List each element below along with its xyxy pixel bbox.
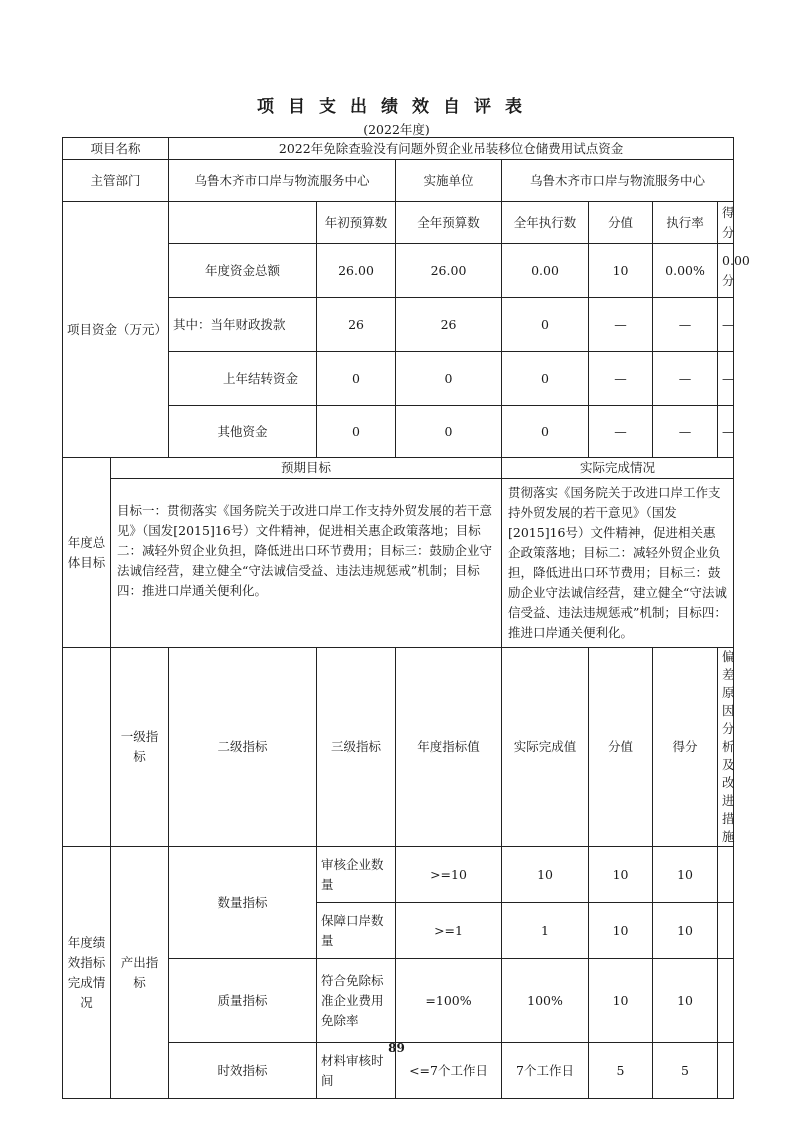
indicator-header: 年度指标值 <box>396 648 502 847</box>
funds-section-label: 项目资金（万元） <box>63 202 169 458</box>
funds-cell: 0.00 <box>502 244 589 298</box>
deviation-remark <box>718 959 734 1043</box>
actual-goal-text: 贯彻落实《国务院关于改进口岸工作支持外贸发展的若干意见》（国发[2015]16号）文件精神，促进相关惠企政策落地；目标二：减轻外贸企业负担，降低进出口环节费用；目标三：鼓励企业守法诚信经营，建立健全“守法诚信受益、违法违规惩戒”机制；目标四：推进口岸通关便利化。 <box>502 479 734 648</box>
funds-cell: — <box>718 352 734 406</box>
indicator-header-blank <box>63 648 111 847</box>
funds-cell: 0 <box>396 352 502 406</box>
dept-value: 乌鲁木齐市口岸与物流服务中心 <box>169 160 396 202</box>
score-value: 10 <box>589 959 653 1043</box>
funds-cell: 0 <box>396 406 502 458</box>
level1-indicator: 产出指标 <box>111 847 169 1099</box>
indicator-header: 二级指标 <box>169 648 317 847</box>
indicator-header: 一级指标 <box>111 648 169 847</box>
funds-cell: 0 <box>502 406 589 458</box>
score: 10 <box>653 847 718 903</box>
project-name-label: 项目名称 <box>63 138 169 160</box>
expected-goal-header: 预期目标 <box>111 458 502 479</box>
funds-cell: — <box>653 352 718 406</box>
level2-indicator: 数量指标 <box>169 847 317 959</box>
funds-cell: — <box>653 298 718 352</box>
funds-cell: 0 <box>317 406 396 458</box>
dept-label: 主管部门 <box>63 160 169 202</box>
funds-cell: 10 <box>589 244 653 298</box>
impl-value: 乌鲁木齐市口岸与物流服务中心 <box>502 160 734 202</box>
actual-value: 100% <box>502 959 589 1043</box>
expected-goal-text: 目标一：贯彻落实《国务院关于改进口岸工作支持外贸发展的若干意见》（国发[2015]16号）文件精神，促进相关惠企政策落地；目标二：减轻外贸企业负担，降低进出口环节费用；目标三：鼓励企业守法诚信经营，建立健全“守法诚信受益、违法违规惩戒”机制；目标四：推进口岸通关便利化。 <box>111 479 502 648</box>
funds-cell: — <box>589 406 653 458</box>
indicator-header: 得分 <box>653 648 718 847</box>
level3-indicator: 符合免除标准企业费用免除率 <box>317 959 396 1043</box>
funds-cell: 0.00% <box>653 244 718 298</box>
level3-indicator: 材料审核时间 <box>317 1043 396 1099</box>
indicators-section-label: 年度绩效指标完成情况 <box>63 847 111 1099</box>
year-note: (2022年度) <box>363 122 430 137</box>
funds-cell: — <box>589 352 653 406</box>
actual-value: 10 <box>502 847 589 903</box>
page-title: 项目支出绩效自评表 <box>257 97 536 117</box>
deviation-remark <box>718 847 734 903</box>
funds-cell: 26.00 <box>396 244 502 298</box>
target-value: >=10 <box>396 847 502 903</box>
impl-label: 实施单位 <box>396 160 502 202</box>
funds-header: 年初预算数 <box>317 202 396 244</box>
funds-cell: 0 <box>502 298 589 352</box>
funds-header: 得分 <box>718 202 734 244</box>
indicator-header: 偏差原因分析及改进措施 <box>718 648 734 847</box>
funds-cell: 0 <box>502 352 589 406</box>
target-value: >=1 <box>396 903 502 959</box>
indicator-header: 实际完成值 <box>502 648 589 847</box>
goals-section-label: 年度总体目标 <box>63 458 111 648</box>
level2-indicator: 时效指标 <box>169 1043 317 1099</box>
score: 10 <box>653 903 718 959</box>
funds-header-blank <box>169 202 317 244</box>
funds-header: 分值 <box>589 202 653 244</box>
level3-indicator: 审核企业数量 <box>317 847 396 903</box>
funds-cell: 0 <box>317 352 396 406</box>
funds-cell: 26 <box>396 298 502 352</box>
deviation-remark <box>718 903 734 959</box>
level3-indicator: 保障口岸数量 <box>317 903 396 959</box>
funds-row-label: 其他资金 <box>169 406 317 458</box>
funds-cell: 0.00分 <box>718 244 734 298</box>
funds-cell: — <box>653 406 718 458</box>
target-value: <=7个工作日 <box>396 1043 502 1099</box>
performance-table <box>62 137 750 1099</box>
funds-cell: 26.00 <box>317 244 396 298</box>
funds-row-label: 上年结转资金 <box>169 352 317 406</box>
score: 5 <box>653 1043 718 1099</box>
funds-header: 执行率 <box>653 202 718 244</box>
actual-value: 1 <box>502 903 589 959</box>
actual-value: 7个工作日 <box>502 1043 589 1099</box>
funds-cell: — <box>718 406 734 458</box>
level2-indicator: 质量指标 <box>169 959 317 1043</box>
funds-header: 全年预算数 <box>396 202 502 244</box>
project-name-value: 2022年免除查验没有问题外贸企业吊装移位仓储费用试点资金 <box>169 138 734 160</box>
score: 10 <box>653 959 718 1043</box>
page-number: 89 <box>388 1041 405 1055</box>
actual-goal-header: 实际完成情况 <box>502 458 734 479</box>
funds-header: 全年执行数 <box>502 202 589 244</box>
indicator-header: 三级指标 <box>317 648 396 847</box>
funds-cell: — <box>718 298 734 352</box>
target-value: =100% <box>396 959 502 1043</box>
score-value: 10 <box>589 903 653 959</box>
funds-row-label: 其中：当年财政拨款 <box>169 298 317 352</box>
funds-cell: 26 <box>317 298 396 352</box>
indicator-header: 分值 <box>589 648 653 847</box>
funds-cell: — <box>589 298 653 352</box>
score-value: 10 <box>589 847 653 903</box>
score-value: 5 <box>589 1043 653 1099</box>
funds-row-label: 年度资金总额 <box>169 244 317 298</box>
